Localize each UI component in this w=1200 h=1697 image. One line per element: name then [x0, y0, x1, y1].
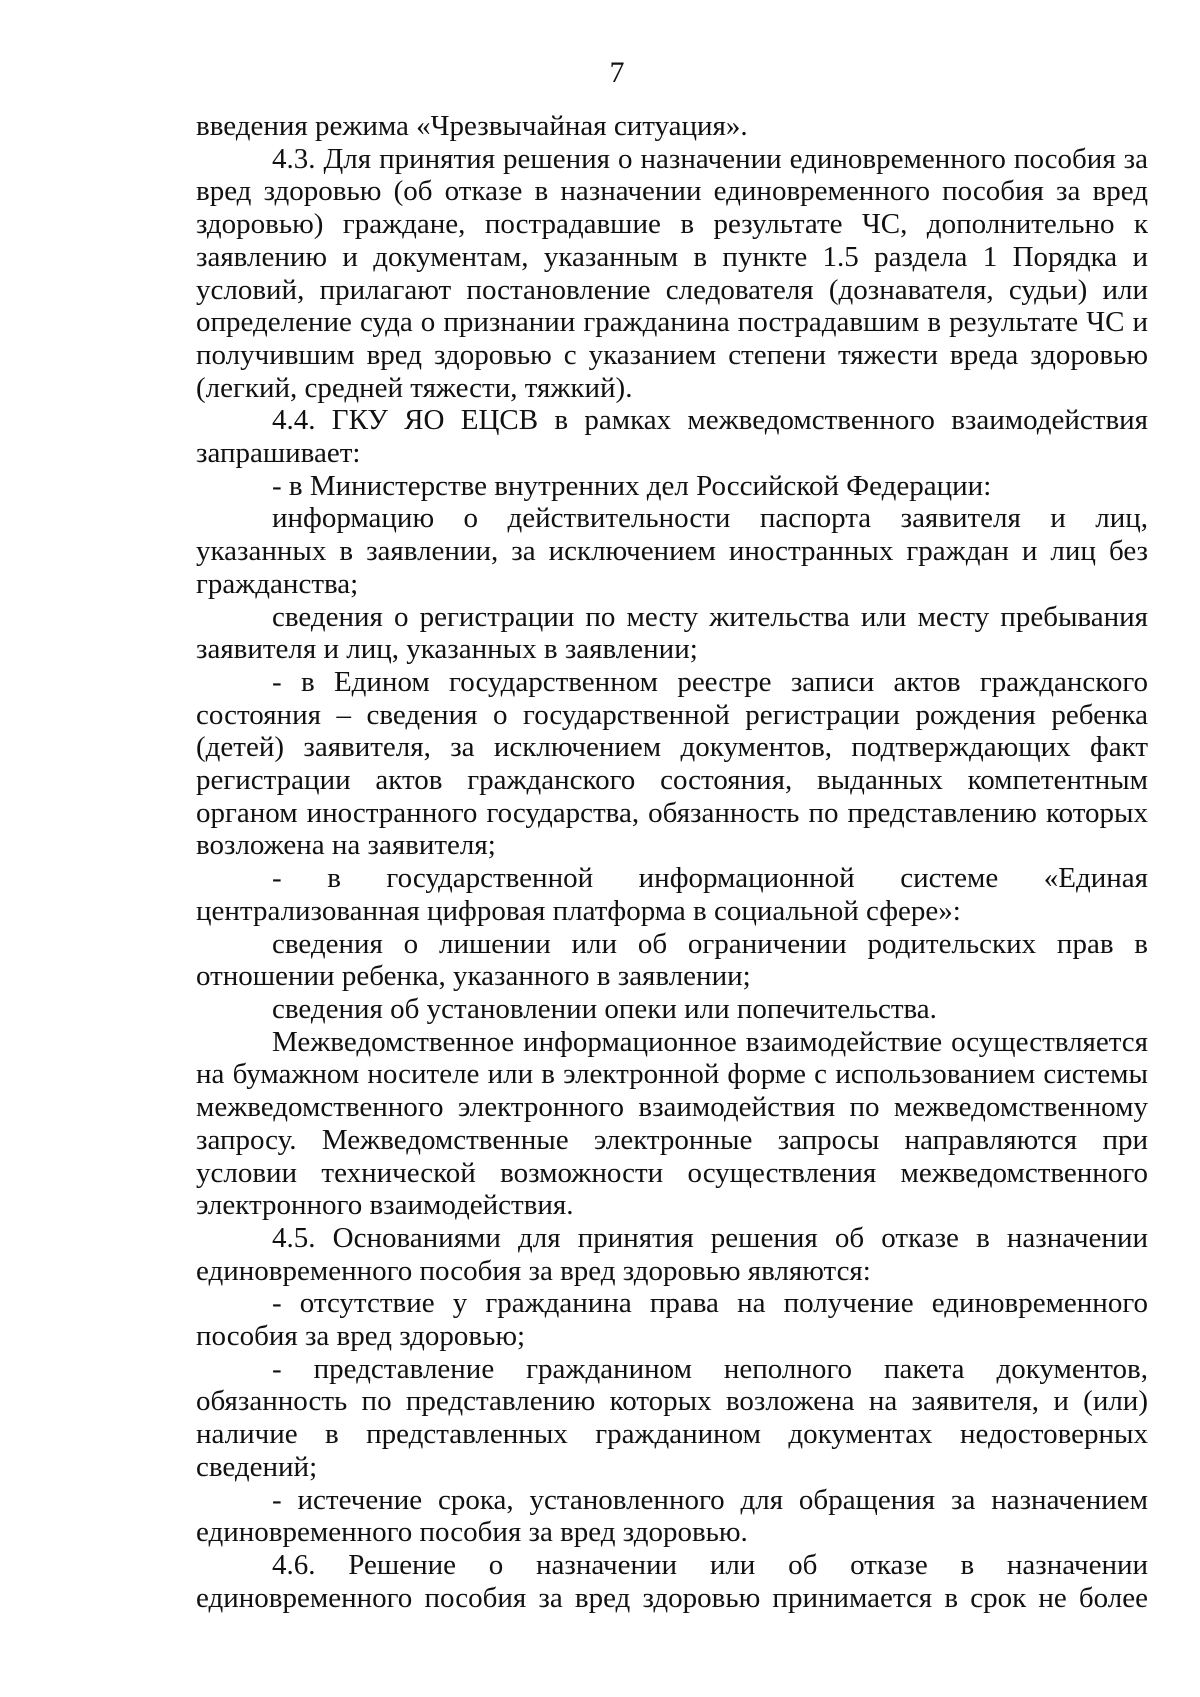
- paragraph-passport-info: информацию о действительности паспорта заявителя и лиц, указанных в заявлении, за исключением иностранных граждан и лиц без гражданства;: [196, 502, 1148, 600]
- page-number: 7: [609, 56, 625, 89]
- document-body: [196, 110, 1148, 1614]
- paragraph-intro-continuation: введения режима «Чрезвычайная ситуация».: [196, 110, 748, 142]
- paragraph-4-3: 4.3. Для принятия решения о назначении единовременного пособия за вред здоровью (об отказе в назначении единовременного пособия за вред здоровью) граждане, пострадавшие в результате ЧС, дополнительно к заявлению и документам, указанным в пункте 1.5 раздела 1 Порядка и условий, прилагают постановление следователя (дознавателя, судьи) или определение суда о признании гражданина пострадавшим в результате ЧС и получившим вред здоровью с указанием степени тяжести вреда здоровью (легкий, средней тяжести, тяжкий).: [196, 142, 1148, 404]
- list-item-deadline-expired: - истечение срока, установленного для обращения за назначением единовременного пособия за вред здоровью.: [196, 1483, 1148, 1549]
- paragraph-4-5: 4.5. Основаниями для принятия решения об отказе в назначении единовременного пособия за вред здоровью являются:: [196, 1221, 1148, 1287]
- list-item-social-platform: - в государственной информационной системе «Единая централизованная цифровая платформа в социальной сфере»:: [196, 862, 1148, 927]
- paragraph-registration-info: сведения о регистрации по месту жительства или месту пребывания заявителя и лиц, указанных в заявлении;: [196, 600, 1148, 666]
- list-item-ministry-internal-affairs: - в Министерстве внутренних дел Российской Федерации:: [272, 469, 992, 502]
- paragraph-guardianship: сведения об установлении опеки или попечительства.: [272, 992, 937, 1025]
- paragraph-4-4: 4.4. ГКУ ЯО ЕЦСВ в рамках межведомственного взаимодействия запрашивает:: [196, 404, 1148, 470]
- paragraph-interagency-interaction: Межведомственное информационное взаимодействие осуществляется на бумажном носителе или в электронной форме с использованием системы межведомственного электронного взаимодействия по межведомственному запросу. Межведомственные электронные запросы направляются при условии технической возможности осуществления межведомственного электронного взаимодействия.: [196, 1025, 1148, 1222]
- list-item-no-right: - отсутствие у гражданина права на получение единовременного пособия за вред здоровью;: [196, 1287, 1148, 1353]
- list-item-incomplete-documents: - представление гражданином неполного пакета документов, обязанность по представлению которых возложена на заявителя, и (или) наличие в представленных гражданином документах недостоверных сведений;: [196, 1352, 1148, 1483]
- list-item-civil-registry: - в Едином государственном реестре записи актов гражданского состояния – сведения о государственной регистрации рождения ребенка (детей) заявителя, за исключением документов, подтверждающих факт регистрации актов гражданского состояния, выданных компетентным органом иностранного государства, обязанность по представлению которых возложена на заявителя;: [196, 665, 1148, 862]
- paragraph-parental-rights: сведения о лишении или об ограничении родительских прав в отношении ребенка, указанного в заявлении;: [196, 927, 1148, 993]
- paragraph-4-6: 4.6. Решение о назначении или об отказе в назначении единовременного пособия за вред здоровью принимается в срок не более: [196, 1548, 1148, 1614]
